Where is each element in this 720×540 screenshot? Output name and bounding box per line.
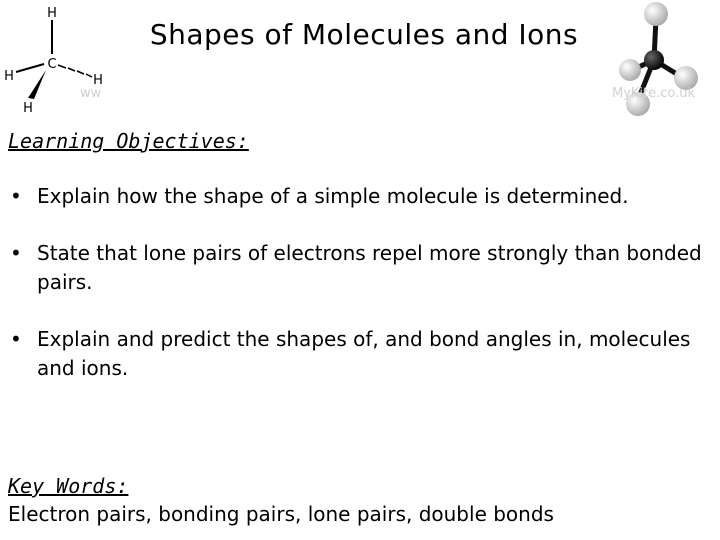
list-item: [0, 182, 715, 211]
atom-label: H: [47, 6, 57, 21]
atom-label: H: [4, 69, 14, 84]
watermark-text: MyKite.co.uk: [612, 86, 696, 101]
bullet-icon: •: [10, 184, 22, 208]
list-item: [0, 325, 715, 383]
atom-label: C: [47, 57, 57, 72]
atom-label: H: [93, 73, 103, 88]
bullet-icon: •: [10, 327, 22, 351]
objective-text: State that lone pairs of electrons repel more strongly than bonded pairs.: [37, 241, 702, 294]
watermark-text: ww: [80, 86, 102, 101]
key-words-heading: Key Words:: [8, 474, 129, 498]
page-title: Shapes of Molecules and Ions: [149, 18, 579, 51]
key-words-text: Electron pairs, bonding pairs, lone pairs, double bonds: [8, 502, 554, 526]
learning-objectives-heading: Learning Objectives:: [8, 129, 249, 153]
objective-text: Explain and predict the shapes of, and bond angles in, molecules and ions.: [37, 327, 691, 380]
ball-and-stick-model-image: [608, 0, 720, 125]
objectives-list: [0, 182, 715, 411]
atom-label: H: [23, 101, 33, 116]
list-item: [0, 239, 715, 297]
bullet-icon: •: [10, 241, 22, 265]
objective-text: Explain how the shape of a simple molecule is determined.: [37, 184, 629, 208]
